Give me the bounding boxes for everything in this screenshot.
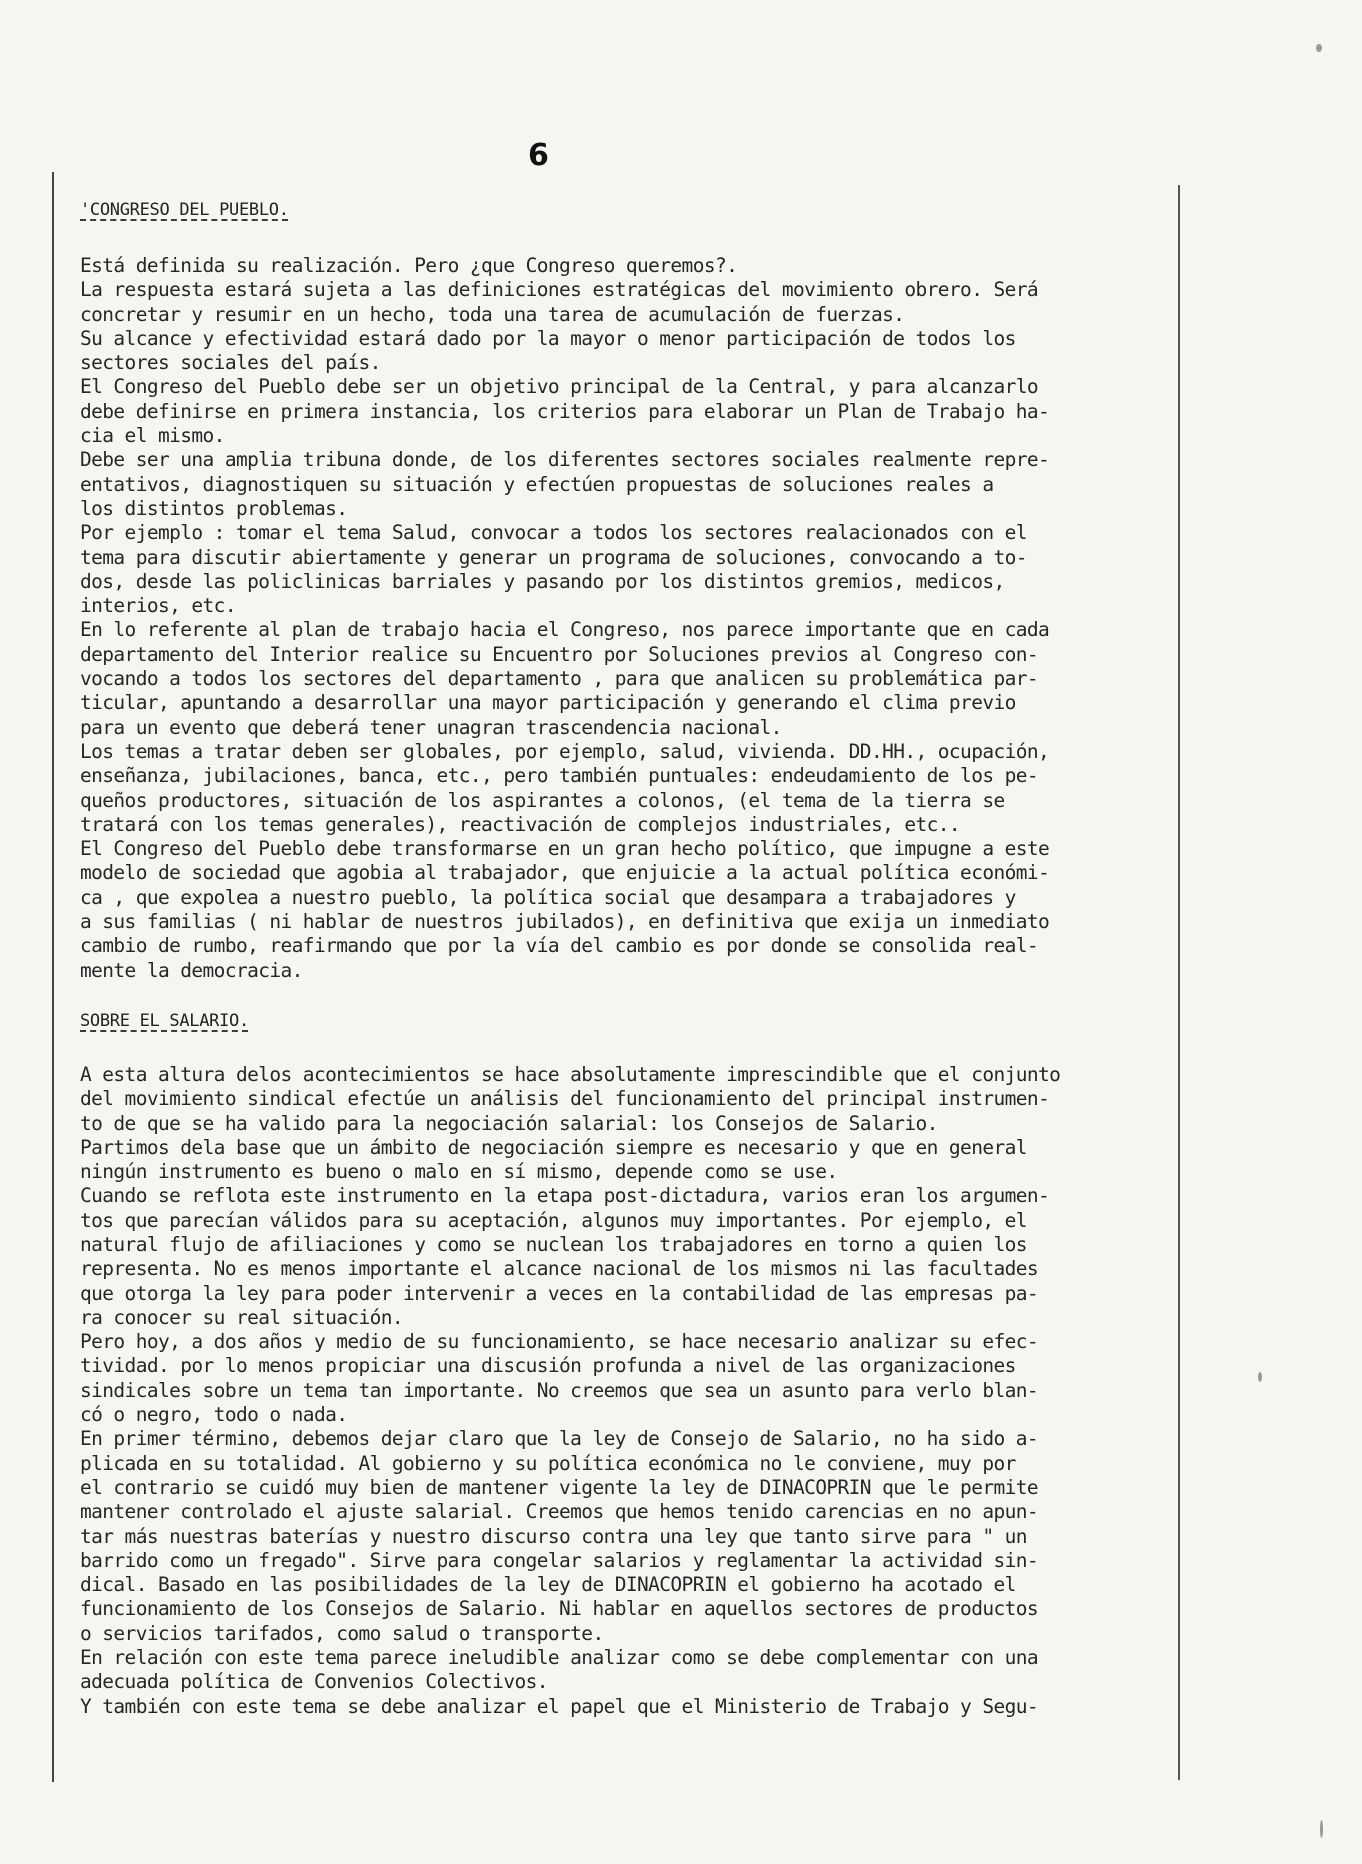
text-line: enseñanza, jubilaciones, banca, etc., pero también puntuales: endeudamiento de los pe- xyxy=(80,764,1039,788)
text-line: entativos, diagnostiquen su situación y efectúen propuestas de soluciones reales a xyxy=(80,472,994,496)
text-line: tema para discutir abiertamente y generar un programa de soluciones, convocando a to- xyxy=(80,545,1027,569)
text-line: Partimos dela base que un ámbito de negociación siempre es necesario y que en general xyxy=(80,1135,1027,1159)
text-line: concretar y resumir en un hecho, toda una tarea de acumulación de fuerzas. xyxy=(80,302,905,326)
text-line: cia el mismo. xyxy=(80,424,225,448)
text-line: to de que se ha valido para la negociación salarial: los Consejos de Salario. xyxy=(80,1111,938,1135)
text-line: plicada en su totalidad. Al gobierno y su política económica no le conviene, muy por xyxy=(80,1451,1016,1475)
text-line: interios, etc. xyxy=(80,594,236,618)
text-line: tividad. por lo menos propiciar una discusión profunda a nivel de las organizaciones xyxy=(80,1354,1016,1378)
paper-speck xyxy=(1258,1372,1262,1382)
text-line: barrido como un fregado". Sirve para congelar salarios y reglamentar la actividad sin- xyxy=(80,1548,1039,1572)
section-heading-congreso: 'CONGRESO DEL PUEBLO. xyxy=(80,200,289,220)
text-line: Por ejemplo : tomar el tema Salud, convocar a todos los sectores realacionados con el xyxy=(80,521,1027,545)
paper-speck xyxy=(1316,44,1322,52)
left-margin-rule xyxy=(52,172,54,1782)
text-line: tar más nuestras baterías y nuestro discurso contra una ley que tanto sirve para " un xyxy=(80,1524,1027,1548)
text-line: ningún instrumento es bueno o malo en sí mismo, depende como se use. xyxy=(80,1160,838,1184)
text-line: Pero hoy, a dos años y medio de su funcionamiento, se hace necesario analizar su efec- xyxy=(80,1330,1039,1354)
text-line: modelo de sociedad que agobia al trabajador, que enjuicie a la actual política económi- xyxy=(80,861,1050,885)
text-line: En lo referente al plan de trabajo hacia el Congreso, nos parece importante que en cada xyxy=(80,618,1050,642)
text-line: dical. Basado en las posibilidades de la ley de DINACOPRIN el gobierno ha acotado el xyxy=(80,1573,1016,1597)
text-line: có o negro, todo o nada. xyxy=(80,1403,348,1427)
text-line: vocando a todos los sectores del departamento , para que analicen su problemática par- xyxy=(80,667,1039,691)
text-line: queños productores, situación de los aspirantes a colonos, (el tema de la tierra se xyxy=(80,788,1005,812)
text-line: Está definida su realización. Pero ¿que Congreso queremos?. xyxy=(80,254,738,277)
section-body-salario xyxy=(80,1063,1160,1719)
text-line: el contrario se cuidó muy bien de mantener vigente la ley de DINACOPRIN que le permite xyxy=(80,1475,1039,1499)
text-line: Y también con este tema se debe analizar el papel que el Ministerio de Trabajo y Segu- xyxy=(80,1694,1039,1718)
text-line: sectores sociales del país. xyxy=(80,351,381,375)
page-number: 6 xyxy=(528,138,549,173)
text-line: Debe ser una amplia tribuna donde, de los diferentes sectores sociales realmente repre- xyxy=(80,448,1050,472)
text-line: a sus familias ( ni hablar de nuestros jubilados), en definitiva que exija un inmediato xyxy=(80,910,1050,934)
text-line: los distintos problemas. xyxy=(80,496,348,520)
text-line: ra conocer su real situación. xyxy=(80,1305,404,1329)
text-line: ca , que expolea a nuestro pueblo, la política social que desampara a trabajadores y xyxy=(80,885,1016,909)
text-line: para un evento que deberá tener unagran trascendencia nacional. xyxy=(80,715,782,739)
text-line: representa. No es menos importante el alcance nacional de los mismos ni las facultades xyxy=(80,1257,1039,1281)
text-line: funcionamiento de los Consejos de Salario. Ni hablar en aquellos sectores de productos xyxy=(80,1597,1039,1621)
section-body-congreso xyxy=(80,254,1160,983)
text-line: El Congreso del Pueblo debe transformarse en un gran hecho político, que impugne a este xyxy=(80,837,1050,861)
text-line: mantener controlado el ajuste salarial. Creemos que hemos tenido carencias en no apun- xyxy=(80,1500,1039,1524)
right-margin-rule xyxy=(1178,185,1180,1780)
section-heading-salario: SOBRE EL SALARIO. xyxy=(80,1010,249,1031)
text-line: del movimiento sindical efectúe un análisis del funcionamiento del principal instrumen- xyxy=(80,1087,1050,1111)
text-line: ticular, apuntando a desarrollar una mayor participación y generando el clima previo xyxy=(80,691,1016,715)
text-line: mente la democracia. xyxy=(80,958,303,982)
text-line: En primer término, debemos dejar claro que la ley de Consejo de Salario, no ha sido a- xyxy=(80,1427,1039,1451)
text-line: que otorga la ley para poder intervenir a veces en la contabilidad de las empresas pa- xyxy=(80,1281,1039,1305)
text-line: tratará con los temas generales), reactivación de complejos industriales, etc.. xyxy=(80,812,961,836)
text-line: La respuesta estará sujeta a las definiciones estratégicas del movimiento obrero. Será xyxy=(80,278,1039,302)
text-line: Los temas a tratar deben ser globales, por ejemplo, salud, vivienda. DD.HH., ocupación, xyxy=(80,739,1050,763)
text-line: departamento del Interior realice su Encuentro por Soluciones previos al Congreso con- xyxy=(80,642,1039,666)
text-line: sindicales sobre un tema tan importante. No creemos que sea un asunto para verlo blan- xyxy=(80,1378,1039,1402)
text-line: Cuando se reflota este instrumento en la etapa post-dictadura, varios eran los argumen- xyxy=(80,1184,1050,1208)
text-line: o servicios tarifados, como salud o transporte. xyxy=(80,1621,604,1645)
text-line: adecuada política de Convenios Colectivos. xyxy=(80,1670,548,1694)
text-line: En relación con este tema parece ineludible analizar como se debe complementar con una xyxy=(80,1646,1039,1670)
text-line: Su alcance y efectividad estará dado por la mayor o menor participación de todos los xyxy=(80,326,1016,350)
text-line: debe definirse en primera instancia, los criterios para elaborar un Plan de Trabajo ha- xyxy=(80,399,1050,423)
text-line: natural flujo de afiliaciones y como se nuclean los trabajadores en torno a quien los xyxy=(80,1232,1027,1256)
text-line: A esta altura delos acontecimientos se hace absolutamente imprescindible que el conjunto xyxy=(80,1062,1061,1086)
text-line: El Congreso del Pueblo debe ser un objetivo principal de la Central, y para alcanzarlo xyxy=(80,375,1039,399)
text-line: cambio de rumbo, reafirmando que por la vía del cambio es por donde se consolida real- xyxy=(80,934,1039,958)
text-line: tos que parecían válidos para su aceptación, algunos muy importantes. Por ejemplo, el xyxy=(80,1208,1027,1232)
text-line: dos, desde las policlinicas barriales y pasando por los distintos gremios, medicos, xyxy=(80,569,1005,593)
paper-speck xyxy=(1320,1820,1323,1838)
document-body xyxy=(80,198,1160,1719)
